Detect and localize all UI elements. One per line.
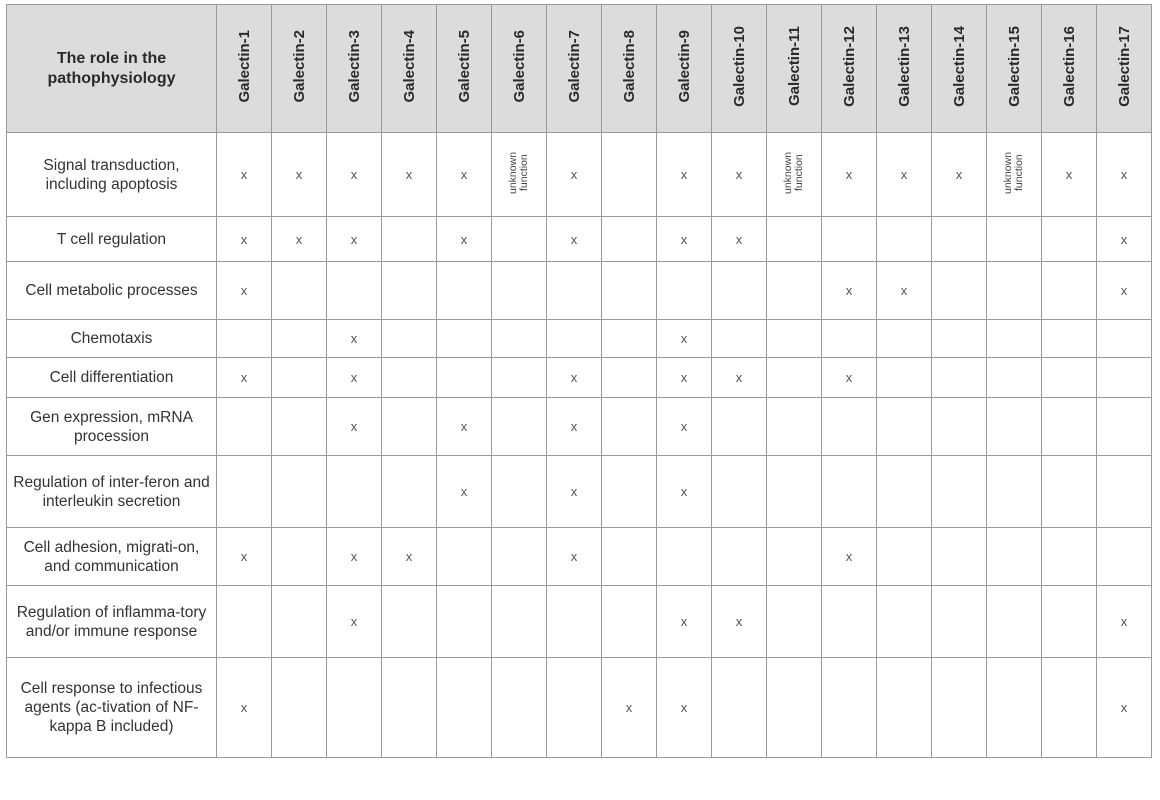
- empty-cell: [1097, 358, 1152, 398]
- galectin-column-header: [437, 5, 492, 133]
- x-mark: x: [350, 167, 358, 182]
- mark-cell: [382, 133, 437, 217]
- x-mark: x: [680, 484, 688, 499]
- empty-cell: [272, 398, 327, 456]
- galectin-label: Galectin-16: [1060, 25, 1078, 107]
- galectin-label: Galectin-5: [455, 29, 473, 103]
- empty-cell: [767, 398, 822, 456]
- role-cell: Signal transduction, including apoptosis: [7, 133, 217, 217]
- x-mark: x: [240, 370, 248, 385]
- empty-cell: [1042, 398, 1097, 456]
- x-mark: x: [240, 549, 248, 564]
- x-mark: x: [680, 370, 688, 385]
- empty-cell: [437, 358, 492, 398]
- empty-cell: [217, 398, 272, 456]
- galectin-column-header: [272, 5, 327, 133]
- mark-cell: [217, 658, 272, 758]
- mark-cell: [657, 456, 712, 528]
- x-mark: x: [1120, 614, 1128, 629]
- mark-cell: [217, 262, 272, 320]
- empty-cell: [657, 262, 712, 320]
- empty-cell: [602, 586, 657, 658]
- mark-cell: [657, 320, 712, 358]
- empty-cell: [492, 320, 547, 358]
- x-mark: x: [405, 549, 413, 564]
- galectin-column-header: [382, 5, 437, 133]
- galectin-label: Galectin-2: [290, 29, 308, 103]
- empty-cell: [1042, 586, 1097, 658]
- galectin-label: Galectin-15: [1005, 25, 1023, 107]
- empty-cell: [437, 528, 492, 586]
- table-row: [7, 658, 1152, 758]
- empty-cell: [272, 586, 327, 658]
- mark-cell: [327, 133, 382, 217]
- galectin-label: Galectin-14: [950, 25, 968, 107]
- galectin-column-header: [822, 5, 877, 133]
- x-mark: x: [680, 231, 688, 247]
- galectin-label: Galectin-7: [565, 29, 583, 103]
- x-mark: x: [680, 700, 688, 715]
- mark-cell: [437, 456, 492, 528]
- empty-cell: [492, 658, 547, 758]
- empty-cell: [602, 320, 657, 358]
- mark-cell: [327, 586, 382, 658]
- x-mark: x: [570, 370, 578, 385]
- mark-cell: [712, 358, 767, 398]
- mark-cell: [1097, 262, 1152, 320]
- role-cell: Cell response to infectious agents (ac-tivation of NF-kappa B included): [7, 658, 217, 758]
- empty-cell: [987, 398, 1042, 456]
- galectin-label: Galectin-9: [675, 29, 693, 103]
- x-mark: x: [295, 231, 303, 247]
- mark-cell: [822, 262, 877, 320]
- empty-cell: [492, 358, 547, 398]
- empty-cell: [547, 586, 602, 658]
- empty-cell: [822, 658, 877, 758]
- mark-cell: [602, 658, 657, 758]
- empty-cell: [987, 586, 1042, 658]
- mark-cell: [712, 133, 767, 217]
- table-row: [7, 262, 1152, 320]
- empty-cell: [932, 262, 987, 320]
- empty-cell: [492, 456, 547, 528]
- empty-cell: [932, 217, 987, 262]
- mark-cell: [877, 262, 932, 320]
- empty-cell: [987, 320, 1042, 358]
- unknown-function-cell: [987, 133, 1042, 217]
- empty-cell: [382, 217, 437, 262]
- x-mark: x: [1120, 167, 1128, 182]
- galectin-column-header: [492, 5, 547, 133]
- galectin-column-header: [1097, 5, 1152, 133]
- role-cell: Cell differentiation: [7, 358, 217, 398]
- galectin-column-header: [932, 5, 987, 133]
- empty-cell: [1097, 398, 1152, 456]
- x-mark: x: [240, 231, 248, 247]
- empty-cell: [1042, 358, 1097, 398]
- mark-cell: [547, 358, 602, 398]
- empty-cell: [602, 217, 657, 262]
- x-mark: x: [845, 549, 853, 564]
- empty-cell: [822, 320, 877, 358]
- unknown-function-cell: [767, 133, 822, 217]
- empty-cell: [1097, 456, 1152, 528]
- mark-cell: [657, 398, 712, 456]
- galectin-label: Galectin-11: [785, 25, 803, 107]
- galectin-column-header: [327, 5, 382, 133]
- empty-cell: [767, 358, 822, 398]
- mark-cell: [327, 528, 382, 586]
- x-mark: x: [845, 370, 853, 385]
- galectin-label: Galectin-12: [840, 25, 858, 107]
- mark-cell: [217, 217, 272, 262]
- table-header: [7, 5, 1152, 133]
- x-mark: x: [405, 167, 413, 182]
- x-mark: x: [240, 700, 248, 715]
- empty-cell: [437, 586, 492, 658]
- empty-cell: [767, 320, 822, 358]
- galectin-label: Galectin-17: [1115, 25, 1133, 107]
- empty-cell: [382, 262, 437, 320]
- empty-cell: [492, 262, 547, 320]
- mark-cell: [382, 528, 437, 586]
- empty-cell: [712, 262, 767, 320]
- mark-cell: [217, 528, 272, 586]
- x-mark: x: [350, 370, 358, 385]
- empty-cell: [932, 586, 987, 658]
- x-mark: x: [1065, 167, 1073, 182]
- mark-cell: [547, 528, 602, 586]
- x-mark: x: [1120, 700, 1128, 715]
- mark-cell: [1097, 586, 1152, 658]
- mark-cell: [327, 398, 382, 456]
- unknown-function-label: unknown function: [507, 151, 530, 195]
- mark-cell: [1097, 658, 1152, 758]
- mark-cell: [547, 456, 602, 528]
- empty-cell: [272, 658, 327, 758]
- galectin-column-header: [217, 5, 272, 133]
- empty-cell: [602, 528, 657, 586]
- empty-cell: [382, 358, 437, 398]
- x-mark: x: [735, 231, 743, 247]
- mark-cell: [327, 217, 382, 262]
- galectin-column-header: [767, 5, 822, 133]
- empty-cell: [327, 456, 382, 528]
- galectin-column-header: [1042, 5, 1097, 133]
- x-mark: x: [845, 167, 853, 182]
- mark-cell: [547, 133, 602, 217]
- role-cell: Regulation of inflamma-tory and/or immune response: [7, 586, 217, 658]
- mark-cell: [712, 217, 767, 262]
- empty-cell: [1042, 320, 1097, 358]
- mark-cell: [1097, 217, 1152, 262]
- empty-cell: [1042, 658, 1097, 758]
- x-mark: x: [350, 614, 358, 629]
- x-mark: x: [735, 614, 743, 629]
- x-mark: x: [680, 614, 688, 629]
- empty-cell: [767, 586, 822, 658]
- empty-cell: [712, 528, 767, 586]
- empty-cell: [217, 456, 272, 528]
- mark-cell: [1097, 133, 1152, 217]
- empty-cell: [437, 320, 492, 358]
- empty-cell: [437, 658, 492, 758]
- empty-cell: [767, 456, 822, 528]
- mark-cell: [822, 358, 877, 398]
- empty-cell: [492, 528, 547, 586]
- x-mark: x: [460, 231, 468, 247]
- empty-cell: [602, 398, 657, 456]
- x-mark: x: [570, 484, 578, 499]
- mark-cell: [822, 133, 877, 217]
- empty-cell: [932, 358, 987, 398]
- mark-cell: [272, 133, 327, 217]
- mark-cell: [217, 133, 272, 217]
- x-mark: x: [680, 331, 688, 346]
- empty-cell: [877, 456, 932, 528]
- x-mark: x: [735, 370, 743, 385]
- x-mark: x: [900, 167, 908, 182]
- x-mark: x: [1120, 231, 1128, 247]
- x-mark: x: [240, 167, 248, 182]
- x-mark: x: [460, 484, 468, 499]
- empty-cell: [492, 586, 547, 658]
- mark-cell: [547, 398, 602, 456]
- x-mark: x: [680, 419, 688, 434]
- empty-cell: [602, 358, 657, 398]
- galectin-label: Galectin-6: [510, 29, 528, 103]
- empty-cell: [547, 658, 602, 758]
- mark-cell: [712, 586, 767, 658]
- empty-cell: [547, 320, 602, 358]
- x-mark: x: [570, 419, 578, 434]
- empty-cell: [767, 658, 822, 758]
- unknown-function-cell: [492, 133, 547, 217]
- empty-cell: [547, 262, 602, 320]
- empty-cell: [932, 528, 987, 586]
- table-row: [7, 456, 1152, 528]
- table-row: [7, 586, 1152, 658]
- empty-cell: [492, 217, 547, 262]
- empty-cell: [932, 320, 987, 358]
- galectin-column-header: [547, 5, 602, 133]
- empty-cell: [272, 262, 327, 320]
- empty-cell: [877, 320, 932, 358]
- table-row: [7, 398, 1152, 456]
- x-mark: x: [350, 419, 358, 434]
- mark-cell: [822, 528, 877, 586]
- x-mark: x: [240, 283, 248, 298]
- empty-cell: [382, 320, 437, 358]
- mark-cell: [657, 133, 712, 217]
- role-cell: Chemotaxis: [7, 320, 217, 358]
- empty-cell: [822, 398, 877, 456]
- x-mark: x: [680, 167, 688, 182]
- galectin-column-header: [602, 5, 657, 133]
- galectin-label: Galectin-8: [620, 29, 638, 103]
- mark-cell: [327, 358, 382, 398]
- x-mark: x: [295, 167, 303, 182]
- x-mark: x: [625, 700, 633, 715]
- galectin-label: Galectin-10: [730, 25, 748, 107]
- empty-cell: [877, 586, 932, 658]
- role-column-header: The role in the pathophysiology: [7, 5, 217, 133]
- empty-cell: [657, 528, 712, 586]
- unknown-function-label: unknown function: [782, 151, 805, 195]
- empty-cell: [822, 456, 877, 528]
- empty-cell: [877, 358, 932, 398]
- empty-cell: [767, 262, 822, 320]
- empty-cell: [327, 658, 382, 758]
- x-mark: x: [900, 283, 908, 298]
- galectin-column-header: [877, 5, 932, 133]
- table-body: [7, 133, 1152, 758]
- empty-cell: [987, 217, 1042, 262]
- x-mark: x: [570, 231, 578, 247]
- x-mark: x: [845, 283, 853, 298]
- empty-cell: [492, 398, 547, 456]
- empty-cell: [877, 398, 932, 456]
- mark-cell: [217, 358, 272, 398]
- empty-cell: [987, 456, 1042, 528]
- empty-cell: [932, 456, 987, 528]
- empty-cell: [932, 658, 987, 758]
- mark-cell: [657, 217, 712, 262]
- galectin-label: Galectin-3: [345, 29, 363, 103]
- mark-cell: [272, 217, 327, 262]
- empty-cell: [822, 217, 877, 262]
- empty-cell: [272, 358, 327, 398]
- empty-cell: [877, 217, 932, 262]
- empty-cell: [877, 658, 932, 758]
- x-mark: x: [460, 419, 468, 434]
- empty-cell: [822, 586, 877, 658]
- empty-cell: [932, 398, 987, 456]
- x-mark: x: [955, 167, 963, 182]
- table-container: [6, 4, 1152, 758]
- empty-cell: [217, 586, 272, 658]
- empty-cell: [602, 456, 657, 528]
- x-mark: x: [350, 331, 358, 346]
- galectin-label: Galectin-4: [400, 29, 418, 103]
- role-cell: Gen expression, mRNA procession: [7, 398, 217, 456]
- empty-cell: [382, 586, 437, 658]
- empty-cell: [712, 658, 767, 758]
- empty-cell: [987, 262, 1042, 320]
- galectin-label: Galectin-1: [235, 29, 253, 103]
- mark-cell: [1042, 133, 1097, 217]
- empty-cell: [712, 456, 767, 528]
- header-row: [7, 5, 1152, 133]
- mark-cell: [657, 358, 712, 398]
- role-cell: Cell metabolic processes: [7, 262, 217, 320]
- galectin-label: Galectin-13: [895, 25, 913, 107]
- x-mark: x: [1120, 283, 1128, 298]
- empty-cell: [1042, 528, 1097, 586]
- table-row: [7, 358, 1152, 398]
- mark-cell: [877, 133, 932, 217]
- x-mark: x: [350, 231, 358, 247]
- galectin-roles-table: [6, 4, 1152, 758]
- empty-cell: [1042, 262, 1097, 320]
- empty-cell: [1097, 320, 1152, 358]
- empty-cell: [382, 398, 437, 456]
- unknown-function-label: unknown function: [1002, 151, 1025, 195]
- empty-cell: [272, 528, 327, 586]
- mark-cell: [932, 133, 987, 217]
- empty-cell: [987, 658, 1042, 758]
- empty-cell: [272, 320, 327, 358]
- role-cell: T cell regulation: [7, 217, 217, 262]
- role-cell: Regulation of inter-feron and interleukin secretion: [7, 456, 217, 528]
- empty-cell: [382, 658, 437, 758]
- empty-cell: [1097, 528, 1152, 586]
- empty-cell: [877, 528, 932, 586]
- table-row: [7, 320, 1152, 358]
- mark-cell: [657, 658, 712, 758]
- table-row: [7, 217, 1152, 262]
- table-row: [7, 133, 1152, 217]
- x-mark: x: [460, 167, 468, 182]
- empty-cell: [1042, 217, 1097, 262]
- empty-cell: [767, 217, 822, 262]
- galectin-column-header: [987, 5, 1042, 133]
- empty-cell: [987, 528, 1042, 586]
- mark-cell: [437, 398, 492, 456]
- empty-cell: [217, 320, 272, 358]
- mark-cell: [547, 217, 602, 262]
- empty-cell: [272, 456, 327, 528]
- empty-cell: [1042, 456, 1097, 528]
- empty-cell: [712, 320, 767, 358]
- mark-cell: [437, 217, 492, 262]
- mark-cell: [327, 320, 382, 358]
- x-mark: x: [735, 167, 743, 182]
- x-mark: x: [350, 549, 358, 564]
- empty-cell: [327, 262, 382, 320]
- empty-cell: [382, 456, 437, 528]
- empty-cell: [437, 262, 492, 320]
- empty-cell: [767, 528, 822, 586]
- galectin-column-header: [657, 5, 712, 133]
- x-mark: x: [570, 167, 578, 182]
- role-cell: Cell adhesion, migrati-on, and communication: [7, 528, 217, 586]
- mark-cell: [657, 586, 712, 658]
- empty-cell: [712, 398, 767, 456]
- galectin-column-header: [712, 5, 767, 133]
- empty-cell: [602, 262, 657, 320]
- empty-cell: [987, 358, 1042, 398]
- empty-cell: [602, 133, 657, 217]
- x-mark: x: [570, 549, 578, 564]
- mark-cell: [437, 133, 492, 217]
- table-row: [7, 528, 1152, 586]
